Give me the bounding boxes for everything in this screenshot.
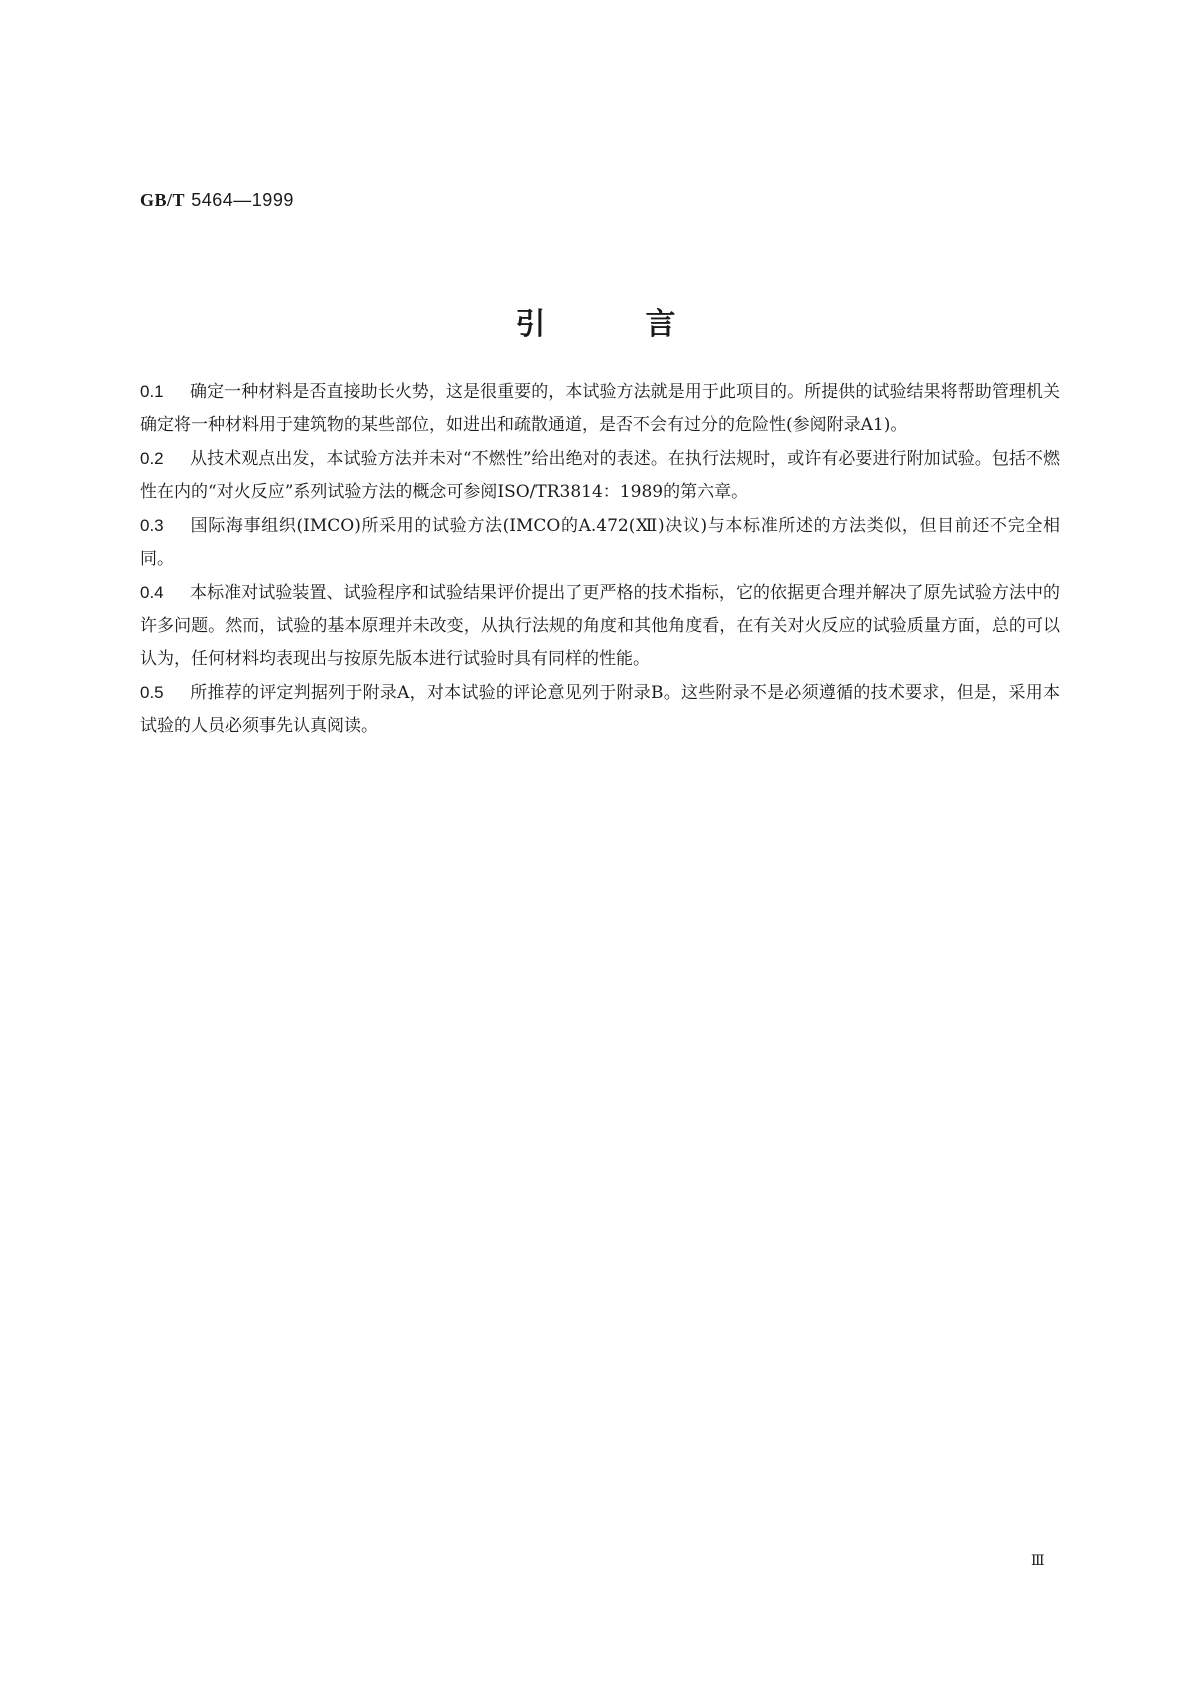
introduction-body (140, 375, 1060, 743)
page-number: Ⅲ (1031, 1553, 1045, 1569)
clause-text: 确定一种材料是否直接助长火势，这是很重要的，本试验方法就是用于此项目的。所提供的试验结果将帮助管理机关确定将一种材料用于建筑物的某些部位，如进出和疏散通道，是否不会有过分的危险性(参阅附录A1)。 (140, 382, 1060, 435)
clause-0-5 (140, 676, 1060, 743)
standard-number: 5464—1999 (191, 190, 294, 210)
clause-text: 从技术观点出发，本试验方法并未对“不燃性”给出绝对的表述。在执行法规时，或许有必要进行附加试验。包括不燃性在内的“对火反应”系列试验方法的概念可参阅ISO/TR3814：1989的第六章。 (140, 449, 1060, 502)
clause-text: 本标准对试验装置、试验程序和试验结果评价提出了更严格的技术指标，它的依据更合理并解决了原先试验方法中的许多问题。然而，试验的基本原理并未改变，从执行法规的角度和其他角度看，在有关对火反应的试验质量方面，总的可以认为，任何材料均表现出与按原先版本进行试验时具有同样的性能。 (140, 583, 1060, 669)
standard-prefix: GB/T (140, 190, 186, 210)
clause-0-4 (140, 576, 1060, 676)
clause-0-3 (140, 509, 1060, 576)
clause-text: 国际海事组织(IMCO)所采用的试验方法(IMCO的A.472(Ⅻ)决议)与本标准所述的方法类似，但目前还不完全相同。 (140, 516, 1060, 569)
clause-number: 0.2 (140, 449, 164, 468)
clause-0-2 (140, 442, 1060, 509)
clause-0-1 (140, 375, 1060, 442)
document-header (140, 190, 294, 211)
clause-number: 0.3 (140, 516, 164, 535)
clause-text: 所推荐的评定判据列于附录A，对本试验的评论意见列于附录B。这些附录不是必须遵循的技术要求，但是，采用本试验的人员必须事先认真阅读。 (140, 683, 1060, 736)
clause-number: 0.5 (140, 683, 164, 702)
page-title: 引言 (515, 307, 776, 342)
clause-number: 0.4 (140, 583, 164, 602)
clause-number: 0.1 (140, 382, 164, 401)
